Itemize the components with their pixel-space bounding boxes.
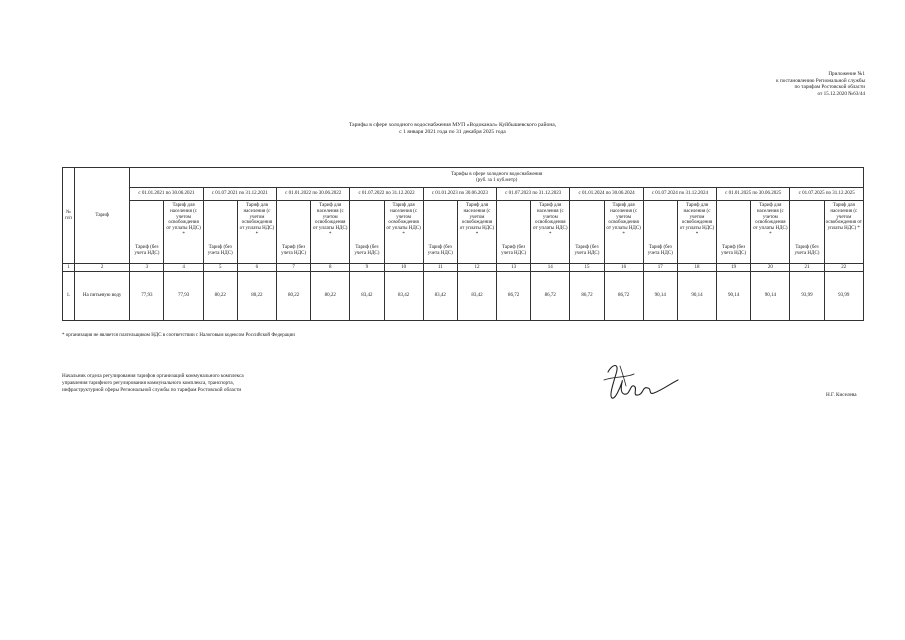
period-header: с 01.01.2023 по 30.06.2023 xyxy=(423,188,496,201)
appendix-note xyxy=(705,71,865,97)
tariff-value: 93,99 xyxy=(790,272,824,321)
tariff-value: 90,14 xyxy=(677,272,716,321)
subcol-header: Тариф (без учета НДС) xyxy=(790,201,824,264)
col-number: 20 xyxy=(751,264,790,272)
document-title-line: с 1 января 2021 года по 31 декабря 2025 года xyxy=(399,129,506,135)
col-number: 21 xyxy=(790,264,824,272)
subcol-header: Тариф (без учета НДС) xyxy=(277,201,311,264)
subcol-header: Тариф (без учета НДС) xyxy=(717,201,751,264)
period-header: с 01.07.2025 по 31.12.2025 xyxy=(790,188,864,201)
tariff-value: 83,42 xyxy=(384,272,423,321)
col-num-header: № п/п xyxy=(63,168,75,264)
tariff-table xyxy=(62,167,864,321)
subcol-header: Тариф для населения (с учетом освобождения от уплаты НДС) * xyxy=(384,201,423,264)
col-number: 18 xyxy=(677,264,716,272)
subcol-header: Тариф для населения (с учетом освобождения от уплаты НДС) * xyxy=(751,201,790,264)
signer-position-line: управления тарифного регулирования коммунального комплекса, транспорта, xyxy=(62,380,234,386)
tariff-value: 86,72 xyxy=(570,272,604,321)
subcol-header: Тариф для населения (с учетом освобождения от уплаты НДС) * xyxy=(457,201,496,264)
period-header: с 01.01.2021 по 30.06.2021 xyxy=(130,188,203,201)
signer-name: Н.Г. Киселева xyxy=(826,392,857,398)
tariff-value: 93,99 xyxy=(824,272,863,321)
tariff-value: 86,72 xyxy=(497,272,531,321)
col-number: 7 xyxy=(277,264,311,272)
subcol-header: Тариф для населения (с учетом освобождения от уплаты НДС) * xyxy=(164,201,203,264)
tariff-value: 80,22 xyxy=(311,272,350,321)
subcol-header: Тариф для населения (с учетом освобождения от уплаты НДС) * xyxy=(237,201,276,264)
col-number: 13 xyxy=(497,264,531,272)
period-header: с 01.07.2022 по 31.12.2022 xyxy=(350,188,423,201)
row-tariff-name: На питьевую воду xyxy=(75,272,130,321)
signer-position-line: инфраструктурной сферы Региональной службы по тарифам Ростовской области xyxy=(62,387,242,393)
tariff-value: 90,14 xyxy=(751,272,790,321)
tariff-value: 83,42 xyxy=(457,272,496,321)
tariff-value: 83,42 xyxy=(350,272,384,321)
tariff-value: 86,72 xyxy=(604,272,643,321)
document-title-line: Тарифы в сфере холодного водоснабжения МУП «Водоканал» Куйбышевского района, xyxy=(348,122,557,128)
subcol-header: Тариф для населения (с учетом освобождения от уплаты НДС) * xyxy=(824,201,863,264)
period-header: с 01.01.2024 по 30.06.2024 xyxy=(570,188,643,201)
appendix-line: по тарифам Ростовской области xyxy=(794,84,865,90)
subcol-header: Тариф (без учета НДС) xyxy=(130,201,164,264)
subcol-header: Тариф (без учета НДС) xyxy=(350,201,384,264)
tariff-value: 80,22 xyxy=(237,272,276,321)
subcol-header: Тариф (без учета НДС) xyxy=(203,201,237,264)
row-number: 1. xyxy=(63,272,75,321)
col-number: 2 xyxy=(75,264,130,272)
tariff-value: 90,14 xyxy=(643,272,677,321)
col-number: 12 xyxy=(457,264,496,272)
handwritten-signature xyxy=(600,358,680,403)
tariff-value: 86,72 xyxy=(531,272,570,321)
col-tariff-header: Тариф xyxy=(75,168,130,264)
col-number: 15 xyxy=(570,264,604,272)
col-number: 3 xyxy=(130,264,164,272)
subcol-header: Тариф (без учета НДС) xyxy=(643,201,677,264)
document-title xyxy=(160,122,745,136)
col-number: 17 xyxy=(643,264,677,272)
subcol-header: Тариф (без учета НДС) xyxy=(570,201,604,264)
appendix-line: от 15.12.2020 №63/44 xyxy=(817,90,865,97)
period-header: с 01.01.2025 по 30.06.2025 xyxy=(717,188,790,201)
period-header: с 01.07.2023 по 31.12.2023 xyxy=(497,188,570,201)
col-number: 22 xyxy=(824,264,863,272)
col-number: 5 xyxy=(203,264,237,272)
tariff-value: 80,22 xyxy=(203,272,237,321)
col-number: 14 xyxy=(531,264,570,272)
tariff-value: 77,93 xyxy=(130,272,164,321)
col-number: 19 xyxy=(717,264,751,272)
group-header: Тарифы в сфере холодного водоснабжения (руб. за 1 куб.метр) xyxy=(130,168,864,188)
col-number: 11 xyxy=(423,264,457,272)
subcol-header: Тариф для населения (с учетом освобождения от уплаты НДС) * xyxy=(311,201,350,264)
period-header: с 01.01.2022 по 30.06.2022 xyxy=(277,188,350,201)
appendix-line: к постановлению Региональной службы xyxy=(776,77,865,84)
subcol-header: Тариф (без учета НДС) xyxy=(423,201,457,264)
subcol-header: Тариф для населения (с учетом освобождения от уплаты НДС) * xyxy=(531,201,570,264)
period-header: с 01.07.2024 по 31.12.2024 xyxy=(643,188,716,201)
col-number: 6 xyxy=(237,264,276,272)
signer-position xyxy=(62,373,244,394)
tariff-value: 83,42 xyxy=(423,272,457,321)
col-number: 4 xyxy=(164,264,203,272)
col-number: 1 xyxy=(63,264,75,272)
subcol-header: Тариф для населения (с учетом освобождения от уплаты НДС) * xyxy=(604,201,643,264)
col-number: 10 xyxy=(384,264,423,272)
appendix-line: Приложение №1 xyxy=(828,71,865,77)
col-number: 16 xyxy=(604,264,643,272)
signer-position-line: Начальник отдела регулирования тарифов организаций коммунального комплекса xyxy=(62,373,244,379)
tariff-value: 77,93 xyxy=(164,272,203,321)
period-header: с 01.07.2021 по 31.12.2021 xyxy=(203,188,276,201)
tariff-value: 80,22 xyxy=(277,272,311,321)
col-number: 9 xyxy=(350,264,384,272)
footnote: * организация не является плательщиком НДС в соответствии с Налоговым кодексом Российской Федерации xyxy=(62,333,295,338)
col-number: 8 xyxy=(311,264,350,272)
subcol-header: Тариф для населения (с учетом освобождения от уплаты НДС) * xyxy=(677,201,716,264)
subcol-header: Тариф (без учета НДС) xyxy=(497,201,531,264)
tariff-value: 90,14 xyxy=(717,272,751,321)
table-row xyxy=(63,272,864,321)
